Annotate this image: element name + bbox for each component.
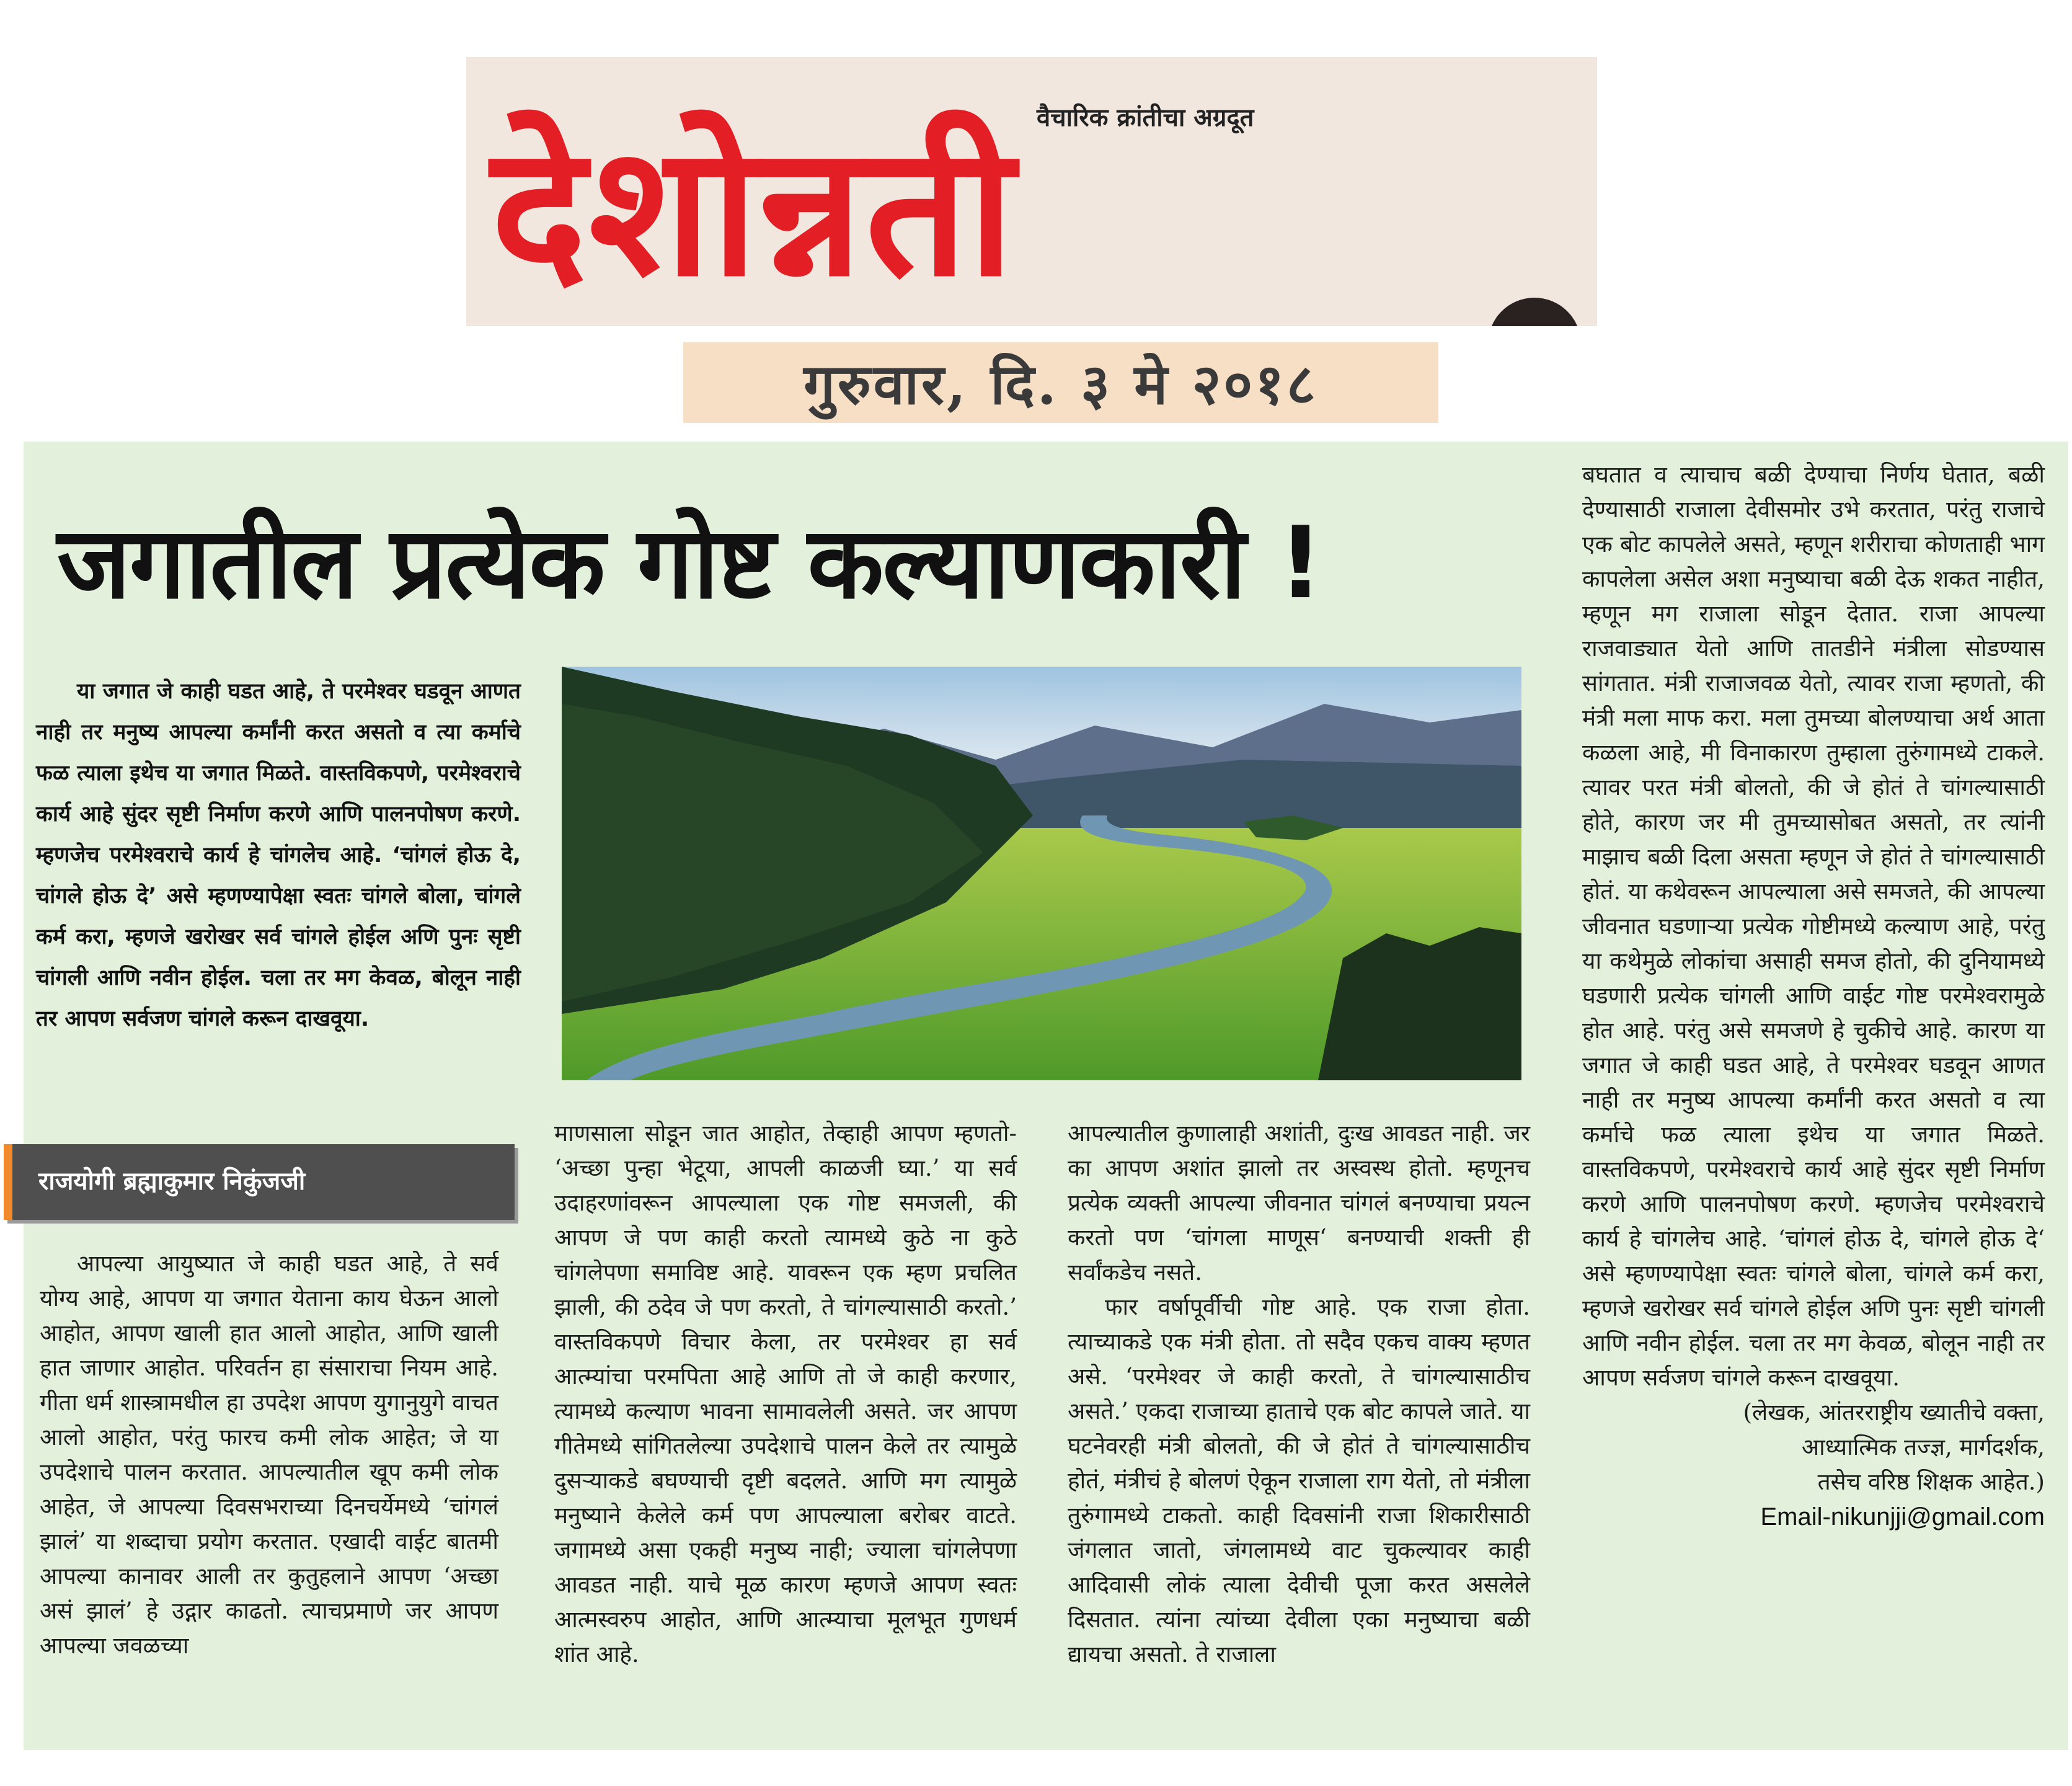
landscape-photo xyxy=(562,667,1521,1080)
portrait-silhouette xyxy=(1488,298,1581,326)
article-column-4 xyxy=(1582,458,2045,1534)
article-column-3 xyxy=(1068,1116,1530,1672)
author-note-line-1: (लेखक, आंतरराष्ट्रीय ख्यातीचे वक्ता, xyxy=(1743,1399,2045,1426)
newspaper-name: देशोन्नती xyxy=(491,107,1017,316)
author-note-line-3: तसेच वरिष्ठ शिक्षक आहेत.) xyxy=(1817,1468,2045,1495)
article-column-2 xyxy=(554,1116,1017,1672)
author-name: राजयोगी ब्रह्माकुमार निकुंजजी xyxy=(38,1167,306,1196)
article-headline: जगातील प्रत्येक गोष्ट कल्याणकारी ! xyxy=(57,505,1322,621)
date-strip xyxy=(683,342,1438,423)
column-3-text-2: फार वर्षापूर्वीची गोष्ट आहे. एक राजा होता. त्याच्याकडे एक मंत्री होता. तो सदैव एकच वाक्य म्हणत असे. ‘परमेश्वर जे काही करतो, ते चांगल्यासाठीच असते.’ एकदा राजाच्या हाताचे एक बोट कापले जाते. या घटनेवरही मंत्री बोलतो, की जे होतं ते चांगल्यासाठीच होतं, मंत्रीचं हे बोलणं ऐकून राजाला राग येतो, तो मंत्रीला तुरुंगामध्ये टाकतो. काही दिवसांनी राजा शिकारीसाठी जंगलात जातो, जंगलामध्ये वाट चुकल्यावर काही आदिवासी लोकं त्याला देवीची पूजा करत असलेले दिसतात. त्यांना त्यांच्या देवीला एका मनुष्याचा बळी द्यायचा असतो. ते राजाला xyxy=(1068,1294,1530,1668)
column-4-text: बघतात व त्याचाच बळी देण्याचा निर्णय घेतात, बळी देण्यासाठी राजाला देवीसमोर उभे करतात, परंतु राजाचे एक बोट कापलेले असते, म्हणून शरीराचा कोणताही भाग कापलेला असेल अशा मनुष्याचा बळी देऊ शकत नाहीत, म्हणून मग राजाला सोडून देतात. राजा आपल्या राजवाड्यात येतो आणि तातडीने मंत्रीला सोडण्यास सांगतात. मंत्री राजाजवळ येतो, त्यावर राजा म्हणतो, की मंत्री मला माफ करा. मला तुमच्या बोलण्याचा अर्थ आता कळला आहे, मी विनाकारण तुम्हाला तुरुंगामध्ये टाकले. त्यावर परत मंत्री बोलतो, की जे होतं ते चांगल्यासाठी होते, कारण जर मी तुमच्यासोबत असतो, तर त्यांनी माझाच बळी दिला असता म्हणून जे होतं ते चांगल्यासाठी होतं. या कथेवरून आपल्याला असे समजते, की आपल्या जीवनात घडणाऱ्या प्रत्येक गोष्टीमध्ये कल्याण आहे, परंतु या कथेमुळे लोकांचा असाही समज होतो, की दुनियामध्ये घडणारी प्रत्येक चांगली आणि वाईट गोष्ट परमेश्वरामुळे होत आहे. परंतु असे समजणे हे चुकीचे आहे. कारण या जगात जे काही घडत आहे, ते परमेश्वर घडवून आणत नाही तर मनुष्य आपल्या कर्मांनी करत असतो व त्या कर्माचे फळ त्याला इथेच या जगात मिळते. वास्तविकपणे, परमेश्वराचे कार्य आहे सुंदर सृष्टी निर्माण करणे आणि पालनपोषण करणे. म्हणजेच परमेश्वराचे कार्य हे चांगलेच आहे. ‘चांगलं होऊ दे, चांगले होऊ दे‘ असे म्हणण्यापेक्षा स्वतः चांगले बोला, चांगले कर्म करा, म्हणजे खरोखर सर्व चांगले होईल अणि पुनः सृष्टी चांगली आणि नवीन होईल. चला तर मग केवळ, बोलून नाही तर आपण सर्वजण चांगले करून दाखवूया. xyxy=(1582,461,2045,1391)
masthead xyxy=(466,57,1597,326)
byline-accent-bar xyxy=(4,1144,12,1220)
column-1-text: आपल्या आयुष्यात जे काही घडत आहे, ते सर्व योग्य आहे, आपण या जगात येताना काय घेऊन आलो आहोत, आपण खाली हात आलो आहोत, आणि खाली हात जाणार आहोत. परिवर्तन हा संसाराचा नियम आहे. गीता धर्म शास्त्रामधील हा उपदेश आपण युगानुयुगे वाचत आलो आहोत, परंतु फारच कमी लोक आहेत; जे या उपदेशाचे पालन करतात. आपल्यातील खूप कमी लोक आहेत, जे आपल्या दिवसभराच्या दिनचर्येमध्ये ‘चांगलं झालं’ या शब्दाचा प्रयोग करतात. एखादी वाईट बातमी आपल्या कानावर आली तर कुतुहलाने आपण ‘अच्छा असं झालं’ हे उद्गार काढतो. त्याचप्रमाणे जर आपण आपल्या जवळच्या xyxy=(40,1250,498,1659)
author-note-line-2: आध्यात्मिक तज्ज्ञ, मार्गदर्शक, xyxy=(1801,1434,2045,1460)
article-column-1 xyxy=(40,1246,498,1663)
article-intro xyxy=(36,671,521,1039)
river-valley-illustration xyxy=(562,667,1521,1080)
byline-box xyxy=(4,1144,515,1220)
column-3-text-1: आपल्यातील कुणालाही अशांती, दुःख आवडत नाही. जर का आपण अशांत झालो तर अस्वस्थ होतो. म्हणूनच प्रत्येक व्यक्ती आपल्या जीवनात चांगलं बनण्याचा प्रयत्न करतो पण ‘चांगला माणूस‘ बनण्याची शक्ती ही सर्वांकडेच नसते. xyxy=(1068,1120,1530,1286)
intro-text: या जगात जे काही घडत आहे, ते परमेश्वर घडवून आणत नाही तर मनुष्य आपल्या कर्मांनी करत असतो व त्या कर्माचे फळ त्याला इथेच या जगात मिळते. वास्तविकपणे, परमेश्वराचे कार्य आहे सुंदर सृष्टी निर्माण करणे आणि पालनपोषण करणे. म्हणजेच परमेश्वराचे कार्य हे चांगलेच आहे. ‘चांगलं होऊ दे, चांगले होऊ दे’ असे म्हणण्यापेक्षा स्वतः चांगले बोला, चांगले कर्म करा, म्हणजे खरोखर सर्व चांगले होईल अणि पुनः सृष्टी चांगली आणि नवीन होईल. चला तर मग केवळ, बोलून नाही तर आपण सर्वजण चांगले करून दाखवूया. xyxy=(36,679,521,1031)
masthead-tagline: वैचारिक क्रांतीचा अग्रदूत xyxy=(1037,103,1254,132)
column-2-text: माणसाला सोडून जात आहोत, तेव्हाही आपण म्हणतो- ‘अच्छा पुन्हा भेटूया, आपली काळजी घ्या.’ या सर्व उदाहरणांवरून आपल्याला एक गोष्ट समजली, की आपण जे पण काही करतो त्यामध्ये कुठे ना कुठे चांगलेपणा समाविष्ट आहे. यावरून एक म्हण प्रचलित झाली, की ठदेव जे पण करतो, ते चांगल्यासाठी करतो.’ वास्तविकपणे विचार केला, तर परमेश्वर हा सर्व आत्म्यांचा परमपिता आहे आणि तो जे काही करणार, त्यामध्ये कल्याण भावना सामावलेली असते. जर आपण गीतेमध्ये सांगितलेल्या उपदेशाचे पालन केले तर त्यामुळे दुसऱ्याकडे बघण्याची दृष्टी बदलते. आणि मग त्यामुळे मनुष्याने केलेले कर्म पण आपल्याला बरोबर वाटते. जगामध्ये असा एकही मनुष्य नाही; ज्याला चांगलेपणा आवडत नाही. याचे मूळ कारण म्हणजे आपण स्वतः आत्मस्वरुप आहोत, आणि आत्म्याचा मूलभूत गुणधर्म शांत आहे. xyxy=(554,1120,1017,1668)
issue-date: गुरुवार, दि. ३ मे २०१८ xyxy=(804,352,1318,417)
author-email: Email-nikunjji@gmail.com xyxy=(1760,1503,2045,1531)
